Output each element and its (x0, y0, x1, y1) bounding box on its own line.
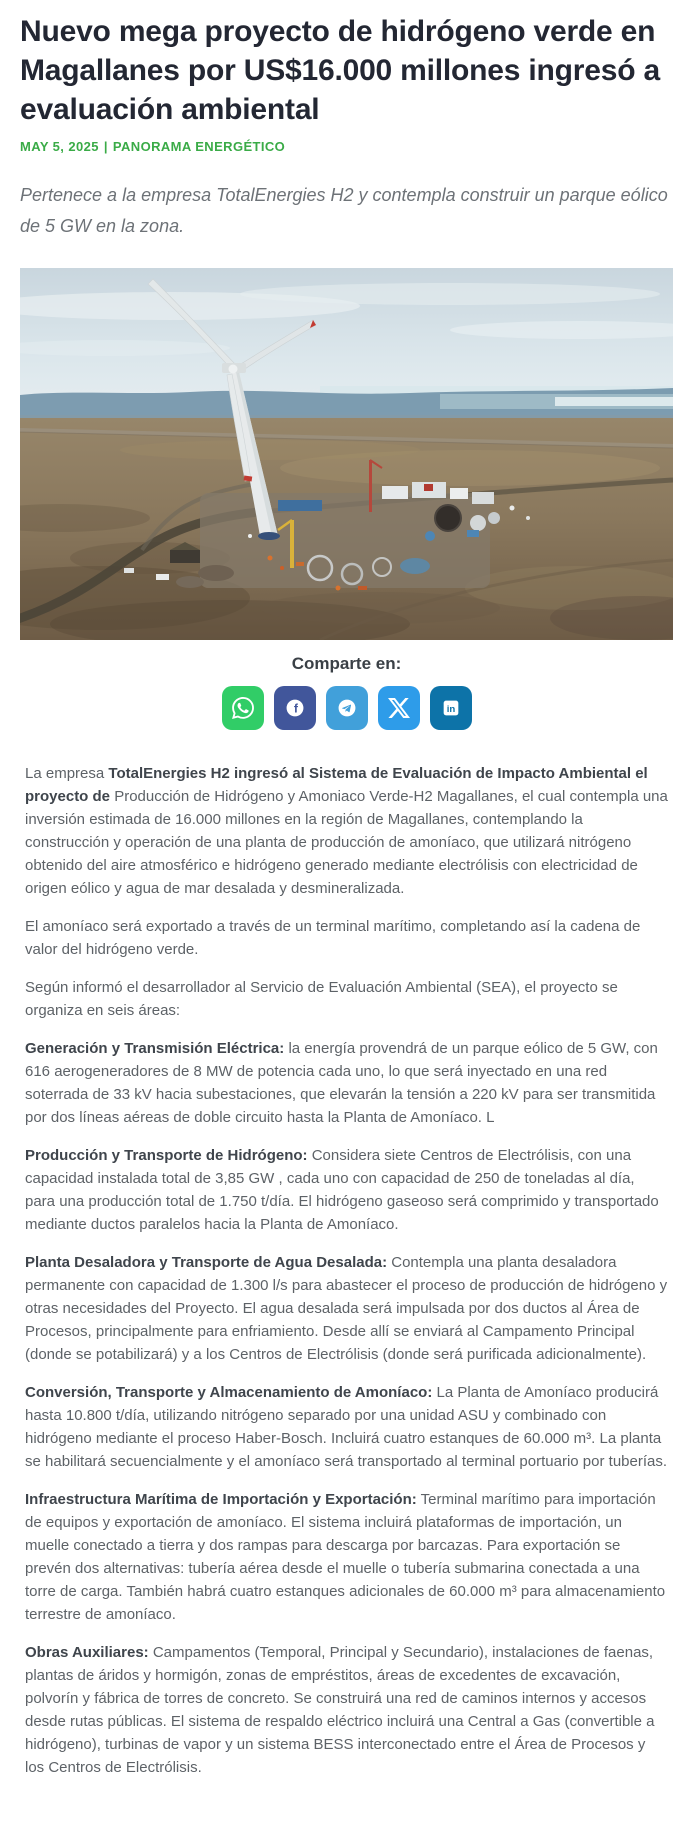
share-x-button[interactable] (378, 686, 420, 730)
article-body (20, 762, 673, 1779)
paragraph-text: Producción de Hidrógeno y Amoniaco Verde-H2 Magallanes, el cual contempla una inversión estimada de 16.000 millones en la región de Magallanes, contemplando la construcción y operación de una planta de producción de amoníaco, que utilizará nitrógeno obtenido del aire atmosférico e hidrógeno generado mediante electrólisis con electricidad de origen eólico y agua de mar desalada y desmineralizada. (25, 788, 668, 897)
paragraph-text: Según informó el desarrollador al Servicio de Evaluación Ambiental (SEA), el proyecto se organiza en seis áreas: (25, 979, 618, 1019)
paragraph-bold: Infraestructura Marítima de Importación y Exportación: (25, 1491, 417, 1508)
share-whatsapp-button[interactable] (222, 686, 264, 730)
paragraph-obras-auxiliares (25, 1641, 668, 1779)
paragraph-desaladora (25, 1251, 668, 1366)
hero-image (20, 268, 673, 640)
paragraph-export (25, 915, 668, 961)
paragraph-text: Campamentos (Temporal, Principal y Secundario), instalaciones de faenas, plantas de áridos y hormigón, zonas de empréstitos, áreas de excedentes de excavación, polvorín y fábrica de torres de concreto. Se construirá una red de caminos internos y accesos desde rutas públicas. El sistema de respaldo eléctrico incluirá una Central a Gas (convertible a hidrógeno), turbinas de vapor y un sistema BESS interconectado entre el Área de Procesos y los Centros de Electrólisis. (25, 1644, 655, 1776)
article-date: MAY 5, 2025 (20, 139, 99, 154)
paragraph-text: La Planta de Amoníaco producirá hasta 10.800 t/día, utilizando nitrógeno separado por una unidad ASU y combinado con hidrógeno mediante el proceso Haber-Bosch. Incluirá cuatro estanques de 60.000 m³. La planta se habilitará secuencialmente y el amoníaco será transportado al terminal portuario por tuberías. (25, 1384, 668, 1470)
paragraph-text: Considera siete Centros de Electrólisis, con una capacidad instalada total de 3,85 GW , cada uno con capacidad de 250 de toneladas al día, para una producción total de 1.750 t/día. El hidrógeno gaseoso será comprimido y transportado mediante ductos paralelos hacia la Planta de Amoníaco. (25, 1147, 659, 1233)
article-subtitle: Pertenece a la empresa TotalEnergies H2 y contempla construir un parque eólico de 5 GW en la zona. (20, 185, 668, 236)
svg-text:f: f (293, 701, 298, 716)
paragraph-text: la energía provendrá de un parque eólico de 5 GW, con 616 aerogeneradores de 8 MW de potencia cada uno, lo que será inyectado en una red soterrada de 33 kV hacia subestaciones, que elevarán la tensión a 220 kV para ser transmitida por dos líneas aéreas de doble circuito hasta la Planta de Amoníaco. L (25, 1040, 658, 1126)
article-category: PANORAMA ENERGÉTICO (112, 139, 286, 154)
paragraph-generacion (25, 1037, 668, 1129)
meta-separator: | (103, 139, 108, 154)
page-title: Nuevo mega proyecto de hidrógeno verde en Magallanes por US$16.000 millones ingresó a evaluación ambiental (20, 15, 660, 126)
paragraph-text: Terminal marítimo para importación de equipos y exportación de amoníaco. El sistema incluirá plataformas de importación, un muelle conectado a tierra y dos rampas para descarga por barcazas. Para exportación se prevén dos alternativas: tubería aérea desde el muelle o tubería submarina conectada a una torre de carga. También habrá cuatro estanques adicionales de 60.000 m³ para almacenamiento terrestre de amoníaco. (25, 1491, 666, 1623)
share-label: Comparte en: (291, 654, 402, 673)
paragraph-bold: Planta Desaladora y Transporte de Agua Desalada: (25, 1254, 388, 1271)
share-buttons (20, 686, 673, 730)
telegram-icon (336, 697, 358, 719)
article-meta (20, 139, 673, 154)
paragraph-bold: Conversión, Transporte y Almacenamiento de Amoníaco: (25, 1384, 433, 1401)
share-linkedin-button[interactable] (430, 686, 472, 730)
share-facebook-button[interactable] (274, 686, 316, 730)
share-telegram-button[interactable] (326, 686, 368, 730)
hero-image-illustration (20, 268, 673, 640)
paragraph-text: El amoníaco será exportado a través de un terminal marítimo, completando así la cadena de valor del hidrógeno verde. (25, 918, 641, 958)
paragraph-produccion-hidrogeno (25, 1144, 668, 1236)
paragraph-bold: Generación y Transmisión Eléctrica: (25, 1040, 285, 1057)
paragraph-bold: TotalEnergies H2 ingresó al Sistema de Evaluación de Impacto Ambiental el proyecto de (25, 765, 648, 805)
svg-text:in: in (446, 703, 455, 715)
facebook-icon (284, 697, 306, 719)
paragraph-text: Contempla una planta desaladora permanente con capacidad de 1.300 l/s para abastecer el proceso de producción de hidrógeno y otras necesidades del Proyecto. El agua desalada será impulsada por dos ductos al Área de Procesos, principalmente para enfriamiento. Desde allí se enviará al Campamento Principal (donde se potabilizará) y a los Centros de Electrólisis (donde será purificada adicionalmente). (25, 1254, 668, 1363)
paragraph-intro (25, 762, 668, 900)
paragraph-amoniaco (25, 1381, 668, 1473)
x-icon (388, 697, 410, 719)
paragraph-bold: Producción y Transporte de Hidrógeno: (25, 1147, 308, 1164)
linkedin-icon (440, 697, 462, 719)
paragraph-sea (25, 976, 668, 1022)
paragraph-text: La empresa (25, 765, 109, 782)
paragraph-maritima (25, 1488, 668, 1626)
whatsapp-icon (232, 697, 254, 719)
paragraph-bold: Obras Auxiliares: (25, 1644, 149, 1661)
